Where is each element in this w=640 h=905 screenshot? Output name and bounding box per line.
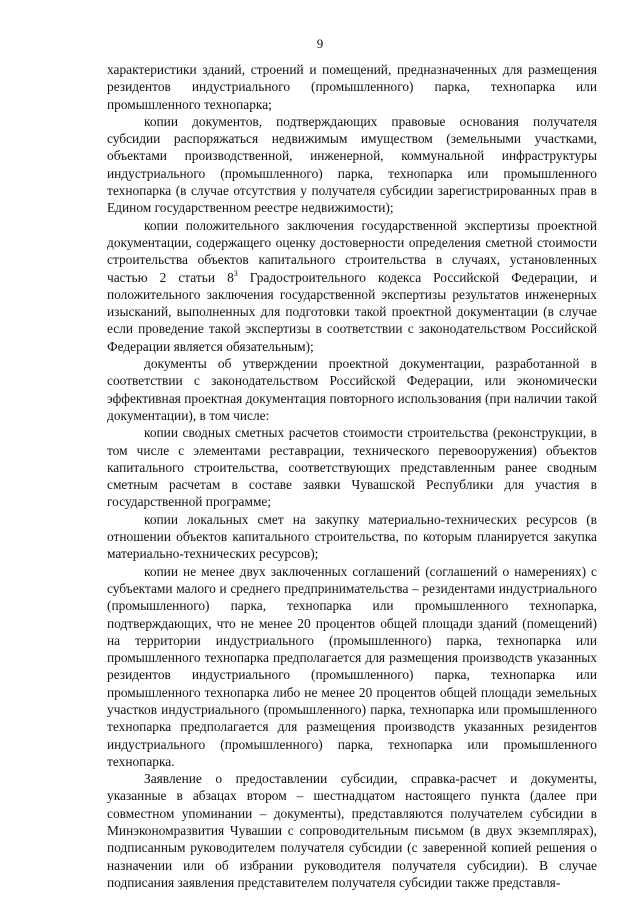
superscript-3: 3 — [233, 268, 238, 278]
document-body — [107, 61, 597, 891]
paragraph-7: копии не менее двух заключенных соглашений (соглашений о намерениях) с субъектами малого и среднего предпринимательства – резидентами индустриального (промышленного) парка, технопарка или промышленного технопарка, подтверждающих, что не менее 20 процентов общей площади зданий (помещений) на территории индустриального (промышленного) парка, технопарка или промышленного технопарка предполагается для размещения производств указанных резидентов индустриального (промышленного) парка, технопарка или промышленного технопарка либо не менее 20 процентов общей площади земельных участков индустриального (промышленного) парка, технопарка или промышленного технопарка предполагается для размещения производств указанных резидентов индустриального (промышленного) парка, технопарка или промышленного технопарка. — [107, 563, 597, 769]
paragraph-8: Заявление о предоставлении субсидии, справка-расчет и документы, указанные в абзацах втором – шестнадцатом настоящего пункта (далее при совместном упоминании – документы), представляются получателем субсидии в Минэкономразвития Чувашии с сопроводительным письмом (в двух экземплярах), подписанным руководителем получателя субсидии (с заверенной копией решения о назначении или об избрании руководителя получателя субсидии). В случае подписания заявления представителем получателя субсидии также представля- — [107, 771, 597, 890]
paragraph-3-text-before: копии положительного заключения государственной экспертизы проектной документации, содержащего оценку достоверности определения сметной стоимости строительства объектов капитального строительства в случаях, установленных частью 2 статьи 8 — [107, 217, 597, 285]
paragraph-4: документы об утверждении проектной документации, разработанной в соответствии с законодательством Российской Федерации, или экономически эффективная проектная документация повторного использования (при наличии такой документации), в том числе: — [107, 356, 597, 423]
paragraph-1: характеристики зданий, строений и помещений, предназначенных для размещения резидентов индустриального (промышленного) парка, технопарка или промышленного технопарка; — [107, 62, 597, 112]
page-number: 9 — [316, 36, 324, 51]
paragraph-5: копии сводных сметных расчетов стоимости строительства (реконструкции, в том числе с элементами реставрации, технического перевооружения) объектов капитального строительства, соответствующих представленным ранее сводным сметным расчетам в составе заявки Чувашской Республики для участия в государственной программе; — [107, 425, 597, 510]
paragraph-3 — [107, 217, 597, 355]
paragraph-2: копии документов, подтверждающих правовые основания получателя субсидии распоряжаться недвижимым имуществом (земельными участками, объектами производственной, инженерной, коммунальной инфраструктуры индустриального (промышленного) парка, технопарка или промышленного технопарка (в случае отсутствия у получателя субсидии зарегистрированных прав в Едином государственном реестре недвижимости); — [107, 113, 597, 216]
paragraph-3-text-after: Градостроительного кодекса Российской Федерации, и положительного заключения государственной экспертизы результатов инженерных изысканий, выполненных для подготовки такой проектной документации (в случае если проведение такой экспертизы в соответствии с законодательством Российской Федерации является обязательным); — [107, 269, 597, 354]
paragraph-6: копии локальных смет на закупку материально-технических ресурсов (в отношении объектов капитального строительства, по которым планируется закупка материально-технических ресурсов); — [107, 511, 597, 562]
